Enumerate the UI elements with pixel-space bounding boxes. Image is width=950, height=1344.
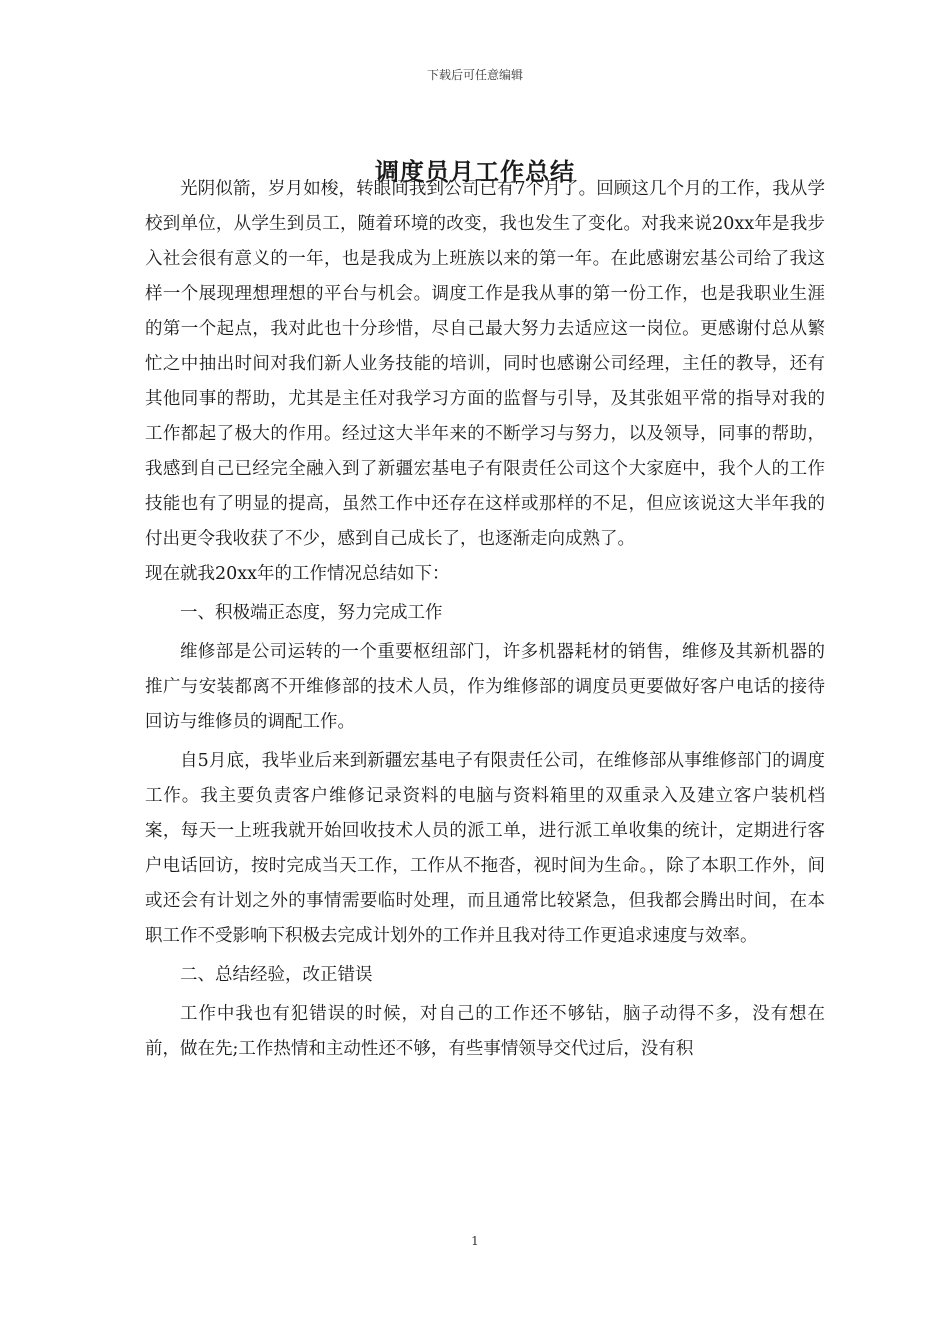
intro-paragraph: 光阴似箭，岁月如梭，转眼间我到公司已有7个月了。回顾这几个月的工作，我从学校到单位，从学生到员工，随着环境的改变，我也发生了变化。对我来说20xx年是我步入社会很有意义的一年，也是我成为上班族以来的第一年。在此感谢宏基公司给了我这样一个展现理想理想的平台与机会。调度工作是我从事的第一份工作，也是我职业生涯的第一个起点，我对此也十分珍惜，尽自己最大努力去适应这一岗位。更感谢付总从繁忙之中抽出时间对我们新人业务技能的培训，同时也感谢公司经理，主任的教导，还有其他同事的帮助，尤其是主任对我学习方面的监督与引导，及其张姐平常的指导对我的工作都起了极大的作用。经过这大半年来的不断学习与努力，以及领导，同事的帮助，我感到自己已经完全融入到了新疆宏基电子有限责任公司这个大家庭中，我个人的工作技能也有了明显的提高，虽然工作中还存在这样或那样的不足，但应该说这大半年我的付出更令我收获了不少，感到自己成长了，也逐渐走向成熟了。: [145, 179, 825, 549]
section-2-heading: 二、总结经验，改正错误: [180, 965, 373, 985]
section-1-paragraph-1: 维修部是公司运转的一个重要枢纽部门，许多机器耗材的销售，维修及其新机器的推广与安装都离不开维修部的技术人员，作为维修部的调度员更要做好客户电话的接待回访与维修员的调配工作。: [145, 642, 825, 732]
section-1-heading: 一、积极端正态度，努力完成工作: [180, 603, 443, 623]
intro-tail-paragraph: 现在就我20xx年的工作情况总结如下：: [145, 564, 450, 584]
document-body: [145, 172, 825, 1067]
page-header-note: 下载后可任意编辑: [426, 68, 523, 82]
page-number: 1: [471, 1234, 479, 1248]
section-1-paragraph-2: 自5月底，我毕业后来到新疆宏基电子有限责任公司，在维修部从事维修部门的调度工作。我主要负责客户维修记录资料的电脑与资料箱里的双重录入及建立客户装机档案，每天一上班我就开始回收技术人员的派工单，进行派工单收集的统计，定期进行客户电话回访，按时完成当天工作，工作从不拖沓，视时间为生命。，除了本职工作外，间或还会有计划之外的事情需要临时处理，而且通常比较紧急，但我都会腾出时间，在本职工作不受影响下积极去完成计划外的工作并且我对待工作更追求速度与效率。: [145, 751, 825, 946]
section-2-paragraph-1: 工作中我也有犯错误的时候，对自己的工作还不够钻，脑子动得不多，没有想在前，做在先;工作热情和主动性还不够，有些事情领导交代过后，没有积: [145, 1004, 825, 1059]
document-title: 调度员月工作总结: [375, 157, 575, 186]
